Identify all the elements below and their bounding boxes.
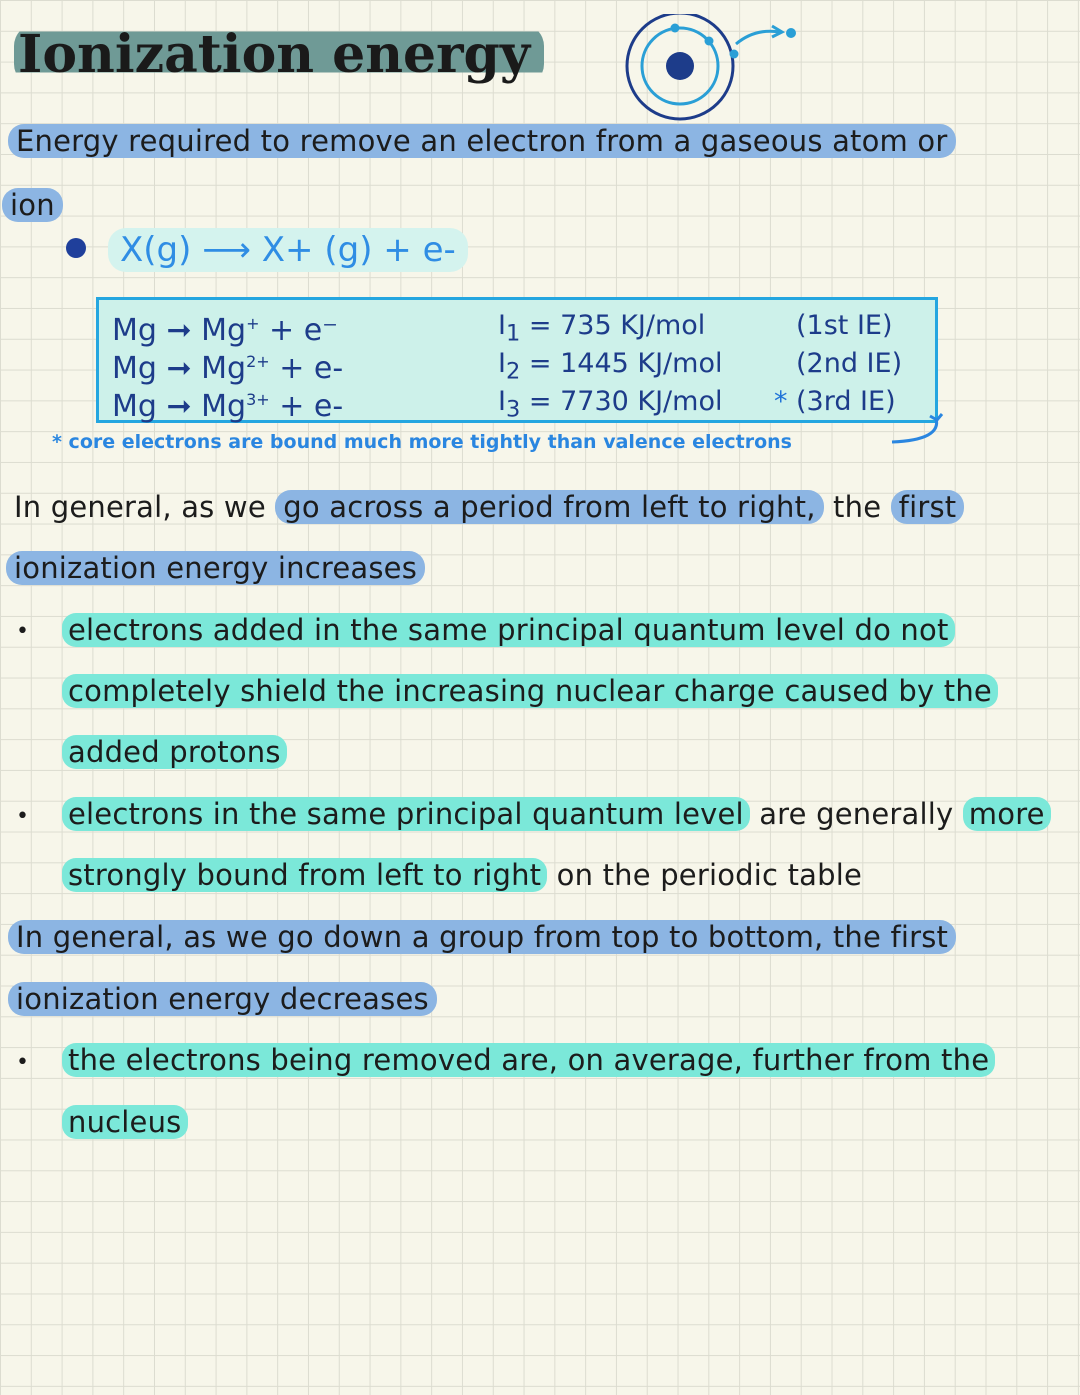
period-trend-line-2: ionization energy increases (6, 548, 425, 588)
bullet-1: • (16, 619, 29, 644)
ie-label-2: (2nd IE) (796, 348, 903, 379)
definition-line-2 (2, 185, 63, 225)
core-electrons-note: * core electrons are bound much more tightly than valence electrons (52, 431, 792, 453)
period-bullet-1-line-1: electrons added in the same principal quantum level do not (62, 610, 955, 650)
bullet-3: • (16, 1050, 29, 1075)
page-title: Ionization energy (14, 24, 544, 86)
definition-text-2: ion (2, 188, 63, 222)
reaction-3: Mg ➞ $Mg^{3+} + e-$ (112, 389, 344, 424)
reaction-1: Mg ➞ Mg+ + e⁻ (112, 313, 339, 348)
definition-line-1 (8, 121, 956, 161)
ie-label-1: (1st IE) (796, 310, 893, 341)
general-equation: X(g) ⟶ X+ (g) + e- (108, 228, 468, 272)
ie-value-2: $I_2 = 1445$ KJ/mol (498, 348, 723, 385)
equation-bullet (66, 238, 86, 258)
period-trend-line-1: In general, as we go across a period from left to right, the first (14, 487, 964, 527)
period-bullet-2-line-2: strongly bound from left to right on the periodic table (62, 855, 862, 895)
ie-value-1: $I_1 = 735$ KJ/mol (498, 310, 706, 347)
curved-arrow-icon (880, 412, 950, 454)
bullet-2: • (16, 804, 29, 829)
period-bullet-2-line-1: electrons in the same principal quantum level are generally more (62, 794, 1051, 834)
period-bullet-1-line-3: added protons (62, 732, 287, 772)
group-trend-line-2: ionization energy decreases (8, 979, 437, 1019)
star-mark: * (774, 386, 788, 417)
group-trend-line-1: In general, as we go down a group from top to bottom, the first (8, 917, 956, 957)
definition-text-1: Energy required to remove an electron from a gaseous atom or (8, 124, 956, 158)
ie-value-3: $I_3 = 7730$ KJ/mol (498, 386, 723, 423)
period-bullet-1-line-2: completely shield the increasing nuclear charge caused by the (62, 671, 998, 711)
atom-icon (620, 14, 810, 126)
group-bullet-1-line-2: nucleus (62, 1102, 188, 1142)
reaction-2: Mg ➞ $Mg^{2+} + e-$ (112, 351, 344, 386)
group-bullet-1-line-1: the electrons being removed are, on average, further from the (62, 1040, 995, 1080)
ie-label-3: (3rd IE) (796, 386, 896, 417)
